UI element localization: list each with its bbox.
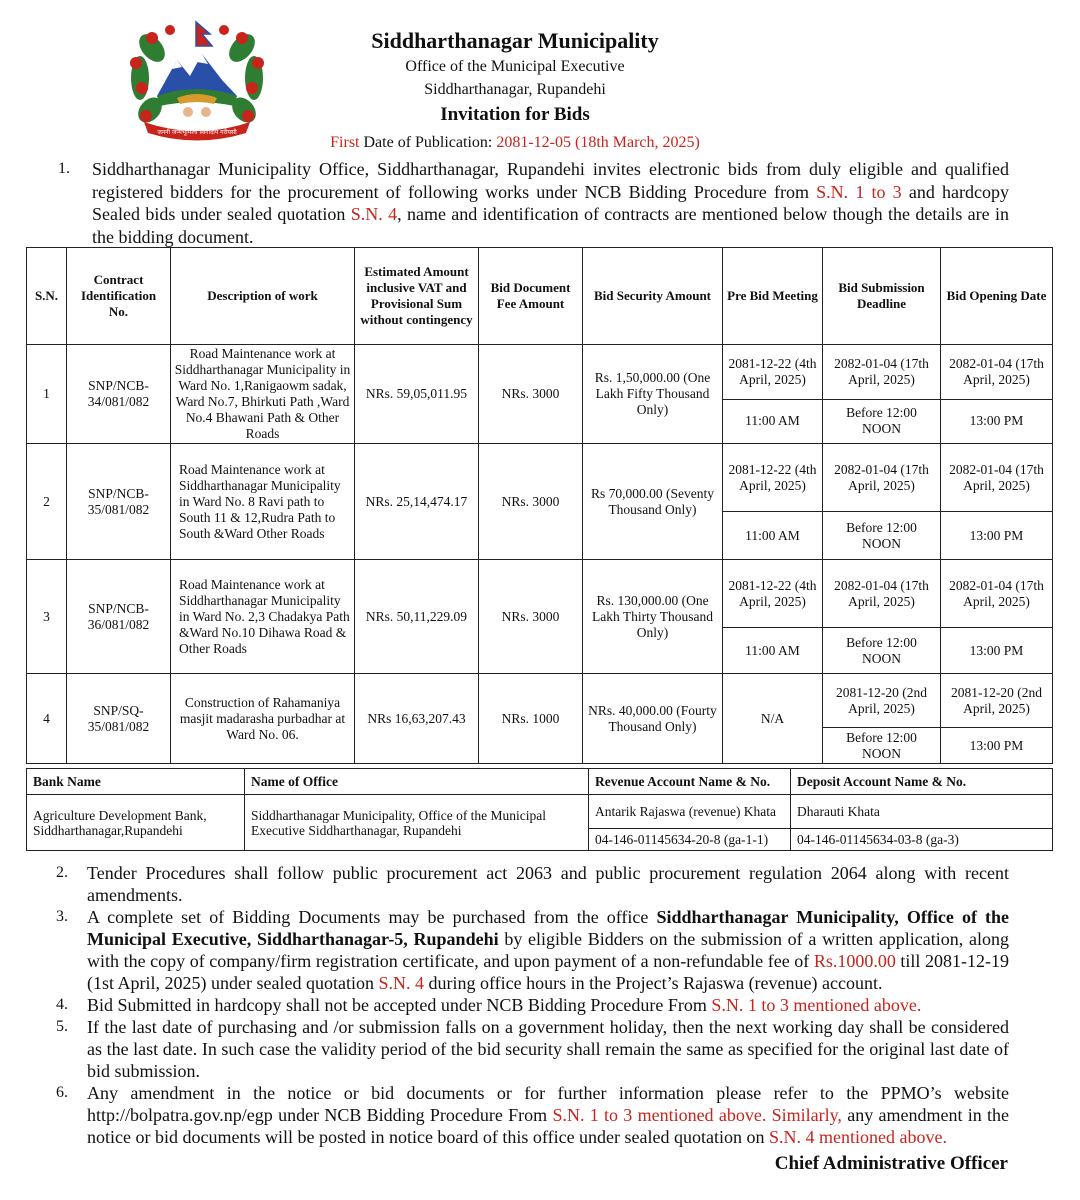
cell-fee: NRs. 3000 — [479, 444, 583, 560]
col-header: Bid Document Fee Amount — [479, 248, 583, 345]
cell-sn: 1 — [27, 345, 67, 444]
table-row — [27, 345, 1053, 400]
cell-opening-time: 13:00 PM — [941, 728, 1053, 764]
cell-sn: 3 — [27, 560, 67, 674]
cell-description: Road Maintenance work at Siddharthanagar Municipality in Ward No. 2,3 Chadakya Path &Ward No.10 Dihawa Road & Other Roads — [171, 560, 355, 674]
cell-amount: NRs. 59,05,011.95 — [355, 345, 479, 444]
list-item: 5. If the last date of purchasing and /or submission falls on a government holiday, then the next working day shall be considered as the last date. In such case the validity period of the bid security shall remain the same as specified for the original last date of bid submission. — [56, 1017, 1009, 1081]
cell-sn: 4 — [27, 674, 67, 764]
bank-name: Agriculture Development Bank, Siddharthanagar,Rupandehi — [27, 795, 245, 851]
cell-fee: NRs. 3000 — [479, 560, 583, 674]
revenue-account-no: 04-146-01145634-20-8 (ga-1-1) — [589, 829, 791, 851]
cell-opening-date: 2081-12-20 (2nd April, 2025) — [941, 674, 1053, 728]
notice-heading: Invitation for Bids — [440, 104, 590, 125]
office-name: Siddharthanagar Municipality, Office of the Municipal Executive Siddharthanagar, Rupandehi — [245, 795, 589, 851]
cell-submission-time: Before 12:00 NOON — [823, 512, 941, 560]
cell-security: Rs. 1,50,000.00 (One Lakh Fifty Thousand Only) — [583, 345, 723, 444]
deposit-account-no: 04-146-01145634-03-8 (ga-3) — [791, 829, 1053, 851]
col-header: Bid Security Amount — [583, 248, 723, 345]
cell-submission-date: 2081-12-20 (2nd April, 2025) — [823, 674, 941, 728]
col-header: Contract Identification No. — [67, 248, 171, 345]
cell-submission-date: 2082-01-04 (17th April, 2025) — [823, 444, 941, 512]
list-item: 2. Tender Procedures shall follow public procurement act 2063 and public procurement regulation 2064 along with recent amendments. — [56, 863, 1009, 905]
cell-prebid-date: 2081-12-22 (4th April, 2025) — [723, 444, 823, 512]
cell-opening-time: 13:00 PM — [941, 399, 1053, 443]
cell-amount: NRs. 50,11,229.09 — [355, 560, 479, 674]
cell-fee: NRs. 3000 — [479, 345, 583, 444]
address-line: Siddharthanagar, Rupandehi — [424, 81, 606, 98]
cell-opening-time: 13:00 PM — [941, 512, 1053, 560]
col-header: Name of Office — [245, 769, 589, 795]
list-item: 3. A complete set of Bidding Documents may be purchased from the office Siddharthanagar Municipality, Office of the Municipal Executive, Siddharthanagar-5, Rupandehi by eligible Bidders on the submission of a written application, along with the copy of company/firm registration certificate, and upon payment of a non-refundable fee of Rs.1000.00 till 2081-12-19 (1st April, 2025) under sealed quotation S.N. 4 during office hours in the Project’s Rajaswa (revenue) account. — [56, 907, 1010, 993]
contracts-table — [26, 247, 1053, 764]
cell-opening-time: 13:00 PM — [941, 628, 1053, 674]
cell-sn: 2 — [27, 444, 67, 560]
cell-prebid-date: 2081-12-22 (4th April, 2025) — [723, 345, 823, 400]
cell-security: Rs. 130,000.00 (One Lakh Thirty Thousand Only) — [583, 560, 723, 674]
terms-list — [52, 862, 1009, 1148]
col-header: S.N. — [27, 248, 67, 345]
cell-amount: NRs 16,63,207.43 — [355, 674, 479, 764]
intro-paragraph: Siddharthanagar Municipality Office, Siddharthanagar, Rupandehi invites electronic bids from duly eligible and qualified registered bidders for the procurement of following works under NCB Bidding Procedure from S.N. 1 to 3 and hardcopy Sealed bids under sealed quotation S.N. 4, name and identification of contracts are mentioned below though the details are in the bidding document. — [92, 159, 1010, 247]
bank-table — [26, 768, 1053, 851]
list-item: 6. Any amendment in the notice or bid documents or for further information please refer to the PPMO’s website http://bolpatra.gov.np/egp under NCB Bidding Procedure From S.N. 1 to 3 mentioned above. Similarly, any amendment in the notice or bid documents will be posted in notice board of this office under sealed quotation on S.N. 4 mentioned above. — [56, 1083, 1010, 1147]
revenue-account-name: Antarik Rajaswa (revenue) Khata — [589, 795, 791, 829]
table-row — [27, 560, 1053, 628]
bank-row — [27, 795, 1053, 829]
cell-security: NRs. 40,000.00 (Fourty Thousand Only) — [583, 674, 723, 764]
cell-opening-date: 2082-01-04 (17th April, 2025) — [941, 560, 1053, 628]
cell-submission-date: 2082-01-04 (17th April, 2025) — [823, 345, 941, 400]
cell-amount: NRs. 25,14,474.17 — [355, 444, 479, 560]
col-header: Estimated Amount inclusive VAT and Provisional Sum without contingency — [355, 248, 479, 345]
cell-prebid-date: 2081-12-22 (4th April, 2025) — [723, 560, 823, 628]
cell-submission-time: Before 12:00 NOON — [823, 628, 941, 674]
cell-submission-time: Before 12:00 NOON — [823, 728, 941, 764]
table-header-row — [27, 248, 1053, 345]
deposit-account-name: Dharauti Khata — [791, 795, 1053, 829]
cell-prebid-time: 11:00 AM — [723, 628, 823, 674]
cell-contract-id: SNP/NCB-34/081/082 — [67, 345, 171, 444]
table-row — [27, 444, 1053, 512]
signature: Chief Administrative Officer — [774, 1153, 1008, 1174]
cell-prebid-date: N/A — [723, 674, 823, 764]
col-header: Bid Submission Deadline — [823, 248, 941, 345]
cell-opening-date: 2082-01-04 (17th April, 2025) — [941, 345, 1053, 400]
para-number: 1. — [58, 160, 70, 177]
svg-text:जननी जन्मभूमिश्च स्वर्गादपि गर: जननी जन्मभूमिश्च स्वर्गादपि गरीयसी — [157, 129, 237, 136]
cell-contract-id: SNP/NCB-36/081/082 — [67, 560, 171, 674]
cell-prebid-time: 11:00 AM — [723, 399, 823, 443]
cell-contract-id: SNP/SQ-35/081/082 — [67, 674, 171, 764]
cell-contract-id: SNP/NCB-35/081/082 — [67, 444, 171, 560]
cell-fee: NRs. 1000 — [479, 674, 583, 764]
publication-date: First Date of Publication: 2081-12-05 (18th March, 2025) — [330, 134, 700, 151]
col-header: Deposit Account Name & No. — [791, 769, 1053, 795]
cell-description: Road Maintenance work at Siddharthanagar Municipality in Ward No. 8 Ravi path to South 11 & 12,Rudra Path to South &Ward Other Roads — [171, 444, 355, 560]
cell-description: Road Maintenance work at Siddharthanagar Municipality in Ward No. 1,Ranigaowm sadak, Ward No.7, Bhirkuti Path ,Ward No.4 Bhawani Path & Other Roads — [171, 345, 355, 444]
cell-description: Construction of Rahamaniya masjit madarasha purbadhar at Ward No. 06. — [171, 674, 355, 764]
cell-opening-date: 2082-01-04 (17th April, 2025) — [941, 444, 1053, 512]
col-header: Description of work — [171, 248, 355, 345]
cell-submission-time: Before 12:00 NOON — [823, 399, 941, 443]
cell-prebid-time: 11:00 AM — [723, 512, 823, 560]
page-title: Siddharthanagar Municipality — [371, 28, 659, 53]
col-header: Bid Opening Date — [941, 248, 1053, 345]
bank-header-row — [27, 769, 1053, 795]
col-header: Bank Name — [27, 769, 245, 795]
office-line: Office of the Municipal Executive — [405, 58, 625, 75]
cell-security: Rs 70,000.00 (Seventy Thousand Only) — [583, 444, 723, 560]
col-header: Revenue Account Name & No. — [589, 769, 791, 795]
cell-submission-date: 2082-01-04 (17th April, 2025) — [823, 560, 941, 628]
table-row — [27, 674, 1053, 728]
list-item: 4. Bid Submitted in hardcopy shall not be accepted under NCB Bidding Procedure From S.N. 1 to 3 mentioned above. — [56, 995, 922, 1015]
col-header: Pre Bid Meeting — [723, 248, 823, 345]
